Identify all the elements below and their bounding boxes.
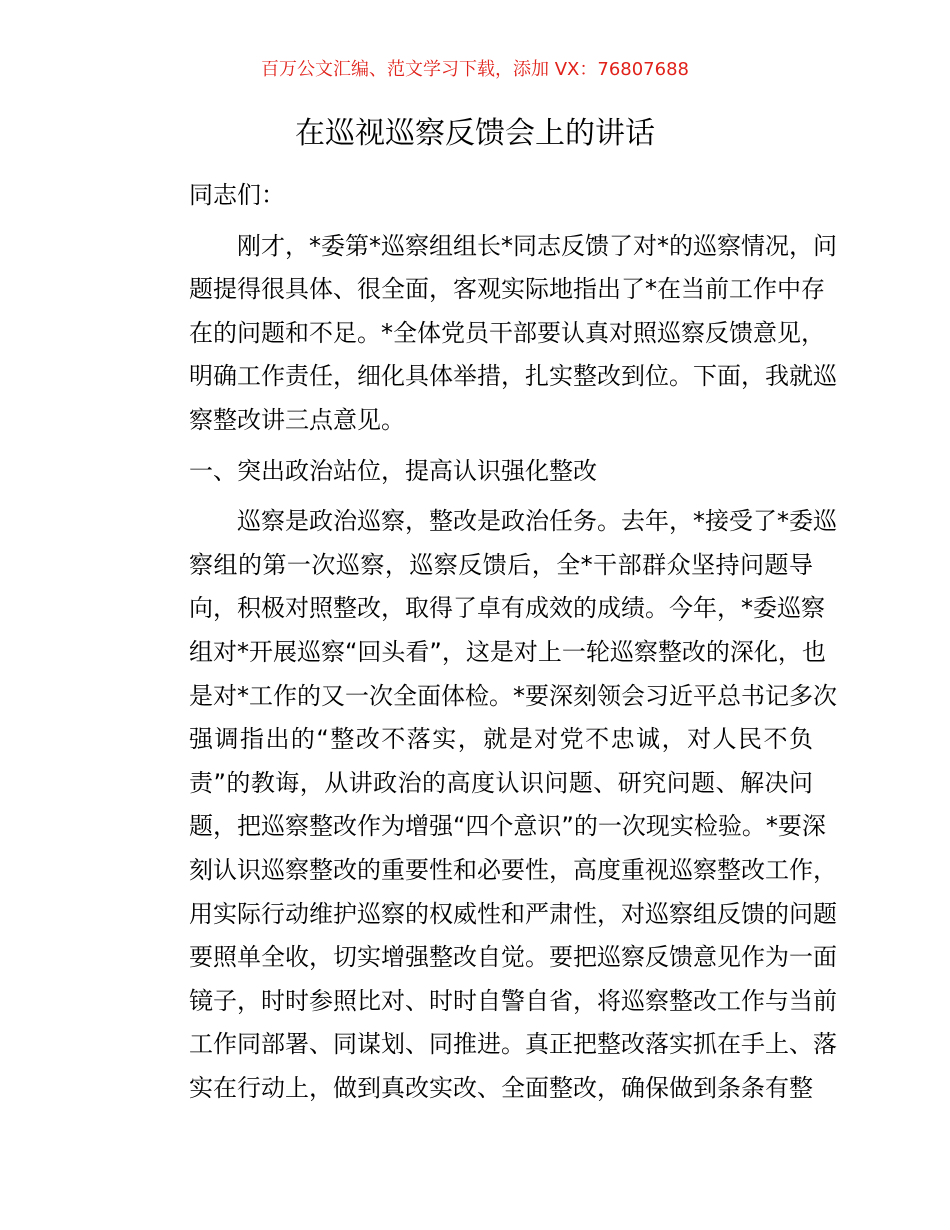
paragraph-line: 刻认识巡察整改的重要性和必要性，高度重视巡察整改工作， [189,855,837,884]
paragraph-line: 责”的教诲，从讲政治的高度认识问题、研究问题、解决问 [189,768,813,797]
paragraph-line: 向，积极对照整改，取得了卓有成效的成绩。今年，*委巡察 [189,594,825,623]
paragraph-line: 工作同部署、同谋划、同推进。真正把整改落实抓在手上、落 [189,1030,837,1059]
paragraph-line: 镜子，时时参照比对、时时自警自省，将巡察整改工作与当前 [189,986,837,1015]
paragraph-line: 刚才，*委第*巡察组组长*同志反馈了对*的巡察情况，问 [237,231,837,260]
paragraph-line: 明确工作责任，细化具体举措，扎实整改到位。下面，我就巡 [189,362,837,391]
paragraph-2 [141,500,837,1110]
paragraph-line: 用实际行动维护巡察的权威性和严肃性，对巡察组反馈的问题 [189,899,837,928]
paragraph-1 [141,225,837,443]
paragraph-line: 题，把巡察整改作为增强“四个意识”的一次现实检验。*要深 [189,812,826,841]
paragraph-line: 察整改讲三点意见。 [189,405,405,434]
document-title: 在巡视巡察反馈会上的讲话 [295,116,655,151]
paragraph-line: 在的问题和不足。*全体党员干部要认真对照巡察反馈意见， [189,318,825,347]
paragraph-line: 组对*开展巡察“回头看”，这是对上一轮巡察整改的深化，也 [189,637,826,666]
paragraph-line: 是对*工作的又一次全面体检。*要深刻领会习近平总书记多次 [189,681,837,710]
header-banner: 百万公文汇编、范文学习下载，添加 VX：76807688 [261,59,689,80]
paragraph-line: 要照单全收，切实增强整改自觉。要把巡察反馈意见作为一面 [189,943,837,972]
paragraph-line: 巡察是政治巡察，整改是政治任务。去年，*接受了*委巡 [237,507,837,536]
section-heading-1: 一、突出政治站位，提高认识强化整改 [189,456,597,485]
paragraph-line: 实在行动上，做到真改实改、全面整改，确保做到条条有整 [189,1073,813,1102]
paragraph-line: 察组的第一次巡察，巡察反馈后，全*干部群众坚持问题导 [189,550,813,579]
paragraph-line: 题提得很具体、很全面，客观实际地指出了*在当前工作中存 [189,275,825,304]
salutation: 同志们： [189,181,285,209]
document-body [141,174,837,1110]
paragraph-line: 强调指出的“整改不落实，就是对党不忠诚，对人民不负 [189,725,813,754]
